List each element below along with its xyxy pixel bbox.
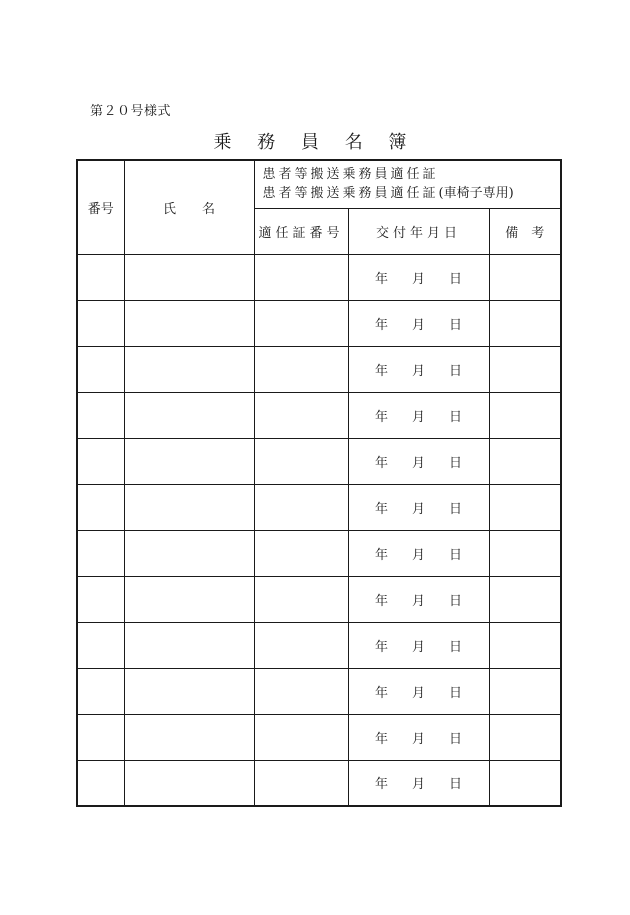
remarks-cell[interactable]	[489, 254, 561, 300]
table-row	[77, 484, 561, 530]
date-year-label: 年	[374, 731, 388, 747]
issue-date-cell	[348, 484, 489, 530]
number-cell[interactable]	[77, 438, 124, 484]
name-cell[interactable]	[124, 254, 254, 300]
name-cell[interactable]	[124, 484, 254, 530]
date-month-label: 月	[411, 593, 425, 609]
date-day-label: 日	[449, 271, 463, 287]
cert-number-cell[interactable]	[254, 484, 348, 530]
number-cell[interactable]	[77, 760, 124, 806]
cert-number-cell[interactable]	[254, 760, 348, 806]
number-cell[interactable]	[77, 576, 124, 622]
header-number: 番号	[77, 160, 124, 254]
remarks-cell[interactable]	[489, 346, 561, 392]
table-row	[77, 576, 561, 622]
date-year-label: 年	[374, 363, 388, 379]
date-year-label: 年	[374, 271, 388, 287]
date-month-label: 月	[411, 363, 425, 379]
issue-date-cell	[348, 668, 489, 714]
remarks-cell[interactable]	[489, 484, 561, 530]
date-year-label: 年	[374, 593, 388, 609]
cert-number-cell[interactable]	[254, 668, 348, 714]
roster-body	[77, 254, 561, 806]
remarks-cell[interactable]	[489, 530, 561, 576]
cert-number-cell[interactable]	[254, 576, 348, 622]
remarks-cell[interactable]	[489, 438, 561, 484]
name-cell[interactable]	[124, 530, 254, 576]
remarks-cell[interactable]	[489, 622, 561, 668]
number-cell[interactable]	[77, 300, 124, 346]
header-cert-number: 適任証番号	[254, 208, 348, 254]
remarks-cell[interactable]	[489, 668, 561, 714]
number-cell[interactable]	[77, 714, 124, 760]
table-row	[77, 392, 561, 438]
date-month-label: 月	[411, 501, 425, 517]
date-year-label: 年	[374, 317, 388, 333]
date-year-label: 年	[374, 455, 388, 471]
date-day-label: 日	[449, 317, 463, 333]
date-year-label: 年	[374, 639, 388, 655]
date-day-label: 日	[449, 777, 463, 793]
header-cert-line1: 患者等搬送乗務員適任証	[262, 167, 439, 183]
remarks-cell[interactable]	[489, 714, 561, 760]
crew-roster-table	[76, 159, 562, 807]
name-cell[interactable]	[124, 300, 254, 346]
table-row	[77, 714, 561, 760]
issue-date-cell	[348, 760, 489, 806]
header-cert-line2-wrap	[263, 184, 561, 203]
remarks-cell[interactable]	[489, 392, 561, 438]
date-day-label: 日	[449, 731, 463, 747]
date-year-label: 年	[374, 777, 388, 793]
issue-date-cell	[348, 392, 489, 438]
date-month-label: 月	[411, 639, 425, 655]
header-issue-date: 交付年月日	[348, 208, 489, 254]
table-row	[77, 438, 561, 484]
cert-number-cell[interactable]	[254, 714, 348, 760]
date-day-label: 日	[449, 639, 463, 655]
issue-date-cell	[348, 530, 489, 576]
page-title: 乗 務 員 名 簿	[213, 132, 417, 153]
name-cell[interactable]	[124, 760, 254, 806]
date-month-label: 月	[411, 409, 425, 425]
table-row	[77, 760, 561, 806]
issue-date-cell	[348, 254, 489, 300]
date-month-label: 月	[411, 731, 425, 747]
date-month-label: 月	[411, 317, 425, 333]
number-cell[interactable]	[77, 254, 124, 300]
issue-date-cell	[348, 346, 489, 392]
number-cell[interactable]	[77, 530, 124, 576]
cert-number-cell[interactable]	[254, 392, 348, 438]
table-row	[77, 668, 561, 714]
cert-number-cell[interactable]	[254, 346, 348, 392]
cert-number-cell[interactable]	[254, 254, 348, 300]
cert-number-cell[interactable]	[254, 622, 348, 668]
date-day-label: 日	[449, 685, 463, 701]
issue-date-cell	[348, 576, 489, 622]
name-cell[interactable]	[124, 438, 254, 484]
date-month-label: 月	[411, 547, 425, 563]
header-certificate	[254, 160, 561, 208]
name-cell[interactable]	[124, 714, 254, 760]
number-cell[interactable]	[77, 484, 124, 530]
issue-date-cell	[348, 622, 489, 668]
name-cell[interactable]	[124, 346, 254, 392]
issue-date-cell	[348, 438, 489, 484]
date-year-label: 年	[374, 501, 388, 517]
table-row	[77, 346, 561, 392]
remarks-cell[interactable]	[489, 576, 561, 622]
header-name: 氏 名	[124, 160, 254, 254]
remarks-cell[interactable]	[489, 300, 561, 346]
table-row	[77, 300, 561, 346]
cert-number-cell[interactable]	[254, 300, 348, 346]
cert-number-cell[interactable]	[254, 438, 348, 484]
date-year-label: 年	[374, 409, 388, 425]
header-remarks: 備 考	[489, 208, 561, 254]
name-cell[interactable]	[124, 668, 254, 714]
date-month-label: 月	[411, 455, 425, 471]
table-row	[77, 530, 561, 576]
name-cell[interactable]	[124, 576, 254, 622]
date-day-label: 日	[449, 455, 463, 471]
date-day-label: 日	[449, 547, 463, 563]
date-day-label: 日	[449, 501, 463, 517]
date-day-label: 日	[449, 593, 463, 609]
form-number: 第２０号様式	[90, 104, 172, 119]
table-row	[77, 622, 561, 668]
date-day-label: 日	[449, 409, 463, 425]
name-cell[interactable]	[124, 392, 254, 438]
date-year-label: 年	[374, 685, 388, 701]
date-month-label: 月	[411, 271, 425, 287]
issue-date-cell	[348, 714, 489, 760]
issue-date-cell	[348, 300, 489, 346]
number-cell[interactable]	[77, 668, 124, 714]
number-cell[interactable]	[77, 622, 124, 668]
header-cert-line2-suffix: (車椅子専用)	[438, 186, 514, 202]
name-cell[interactable]	[124, 622, 254, 668]
remarks-cell[interactable]	[489, 760, 561, 806]
number-cell[interactable]	[77, 346, 124, 392]
number-cell[interactable]	[77, 392, 124, 438]
date-month-label: 月	[411, 777, 425, 793]
header-cert-line2: 患者等搬送乗務員適任証	[262, 186, 439, 202]
date-year-label: 年	[374, 547, 388, 563]
date-month-label: 月	[411, 685, 425, 701]
cert-number-cell[interactable]	[254, 530, 348, 576]
date-day-label: 日	[449, 363, 463, 379]
table-row	[77, 254, 561, 300]
